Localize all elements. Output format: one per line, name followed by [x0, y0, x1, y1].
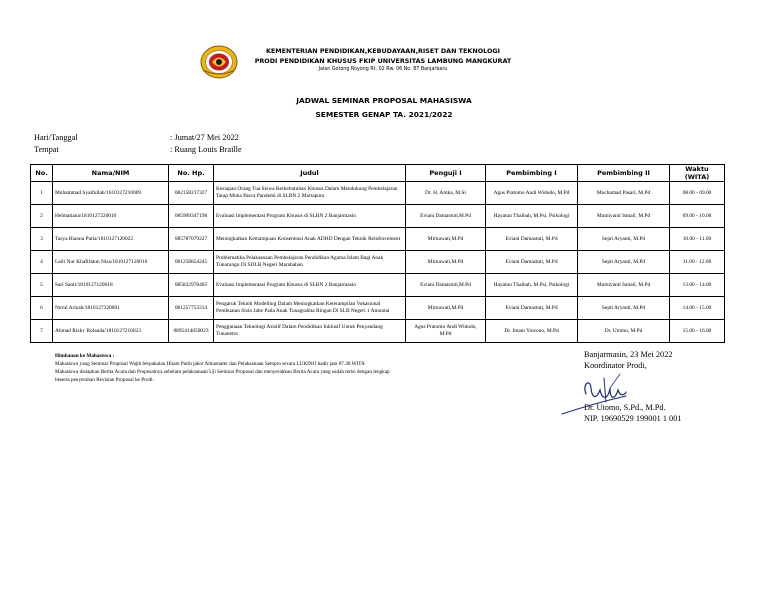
signer-position: Koordinator Prodi, [584, 360, 647, 370]
col-header-supervisor-1: Pembimbing I [486, 165, 578, 182]
cell-time: 09.00 - 10.00 [670, 205, 725, 228]
cell-name: Ahmad Rizky Rolanda/1810127210023 [53, 320, 169, 343]
cell-no: 7 [31, 320, 53, 343]
cell-no: 5 [31, 274, 53, 297]
table-row [31, 274, 725, 297]
program-name: PRODI PENDIDIKAN KHUSUS FKIP UNIVERSITAS LAMBUNG MANGKURAT [254, 57, 512, 65]
document-title: JADWAL SEMINAR PROPOSAL MAHASISWA [296, 96, 472, 105]
col-header-no: No. [31, 165, 53, 182]
col-header-name: Nama/NIM [53, 165, 169, 182]
cell-title: Meningkatkan Kemampuan Konsentrasi Anak ADHD Dengan Teknik Reinforcement [214, 228, 406, 251]
notice-heading: Himbauan ke Mahasiswa : [55, 353, 115, 359]
cell-no: 4 [31, 251, 53, 274]
cell-phone: 0895414050023 [169, 320, 214, 343]
cell-supervisor-2: Septi Aryanti, M.Pd [578, 251, 670, 274]
table-row [31, 297, 725, 320]
cell-time: 08.00 - 09.00 [670, 182, 725, 205]
day-date-label: Hari/Tanggal [34, 133, 78, 142]
signer-name: Dr. Utomo, S.Pd., M.Pd. [584, 403, 666, 412]
cell-no: 2 [31, 205, 53, 228]
notice-line: Mahasiswa yang Seminar Proposal Wajib berpakaian Hitam Putih jakot Almamater dan Pelaksanaan Sempro secara LUKINO hadir jam 07.30 WITA [55, 361, 365, 367]
cell-supervisor-2: Septi Aryanti, M.Pd [578, 228, 670, 251]
cell-supervisor-1: Agus Pratomo Andi Widodo, M.Pd [486, 182, 578, 205]
cell-supervisor-1: Hayatun Thaibah, M.Psi, Psikologi [486, 205, 578, 228]
cell-examiner: Mirnawati,M.Pd [406, 251, 486, 274]
table-row [31, 320, 725, 343]
cell-phone: 081257753214 [169, 297, 214, 320]
cell-supervisor-2: Mumiyanti Ismail, M.Pd [578, 274, 670, 297]
cell-time: 13.00 - 14.00 [670, 274, 725, 297]
cell-phone: 085909347198 [169, 205, 214, 228]
cell-title: Penggunaan Teknologi Asistif Dalam Pendidikan Inklusif Untuk Penyandang Tunanetra [214, 320, 406, 343]
cell-name: Nurul Arizah/1810127320001 [53, 297, 169, 320]
cell-supervisor-2: Dr. Utomo, M.Pd [578, 320, 670, 343]
cell-supervisor-1: Eviani Damastuti, M.Pd [486, 251, 578, 274]
table-row [31, 251, 725, 274]
cell-supervisor-1: Eviani Damastuti, M.Pd [486, 297, 578, 320]
cell-no: 3 [31, 228, 53, 251]
cell-supervisor-2: Mumiyanti Ismail, M.Pd [578, 205, 670, 228]
address: Jalan Gotong Royong Rt. 02 Rw. 06 No. 87 Banjarbaru [318, 67, 448, 72]
table-row [31, 205, 725, 228]
student-notice [55, 352, 525, 384]
cell-name: Tasya Rianna Putia/1810127120022 [53, 228, 169, 251]
cell-supervisor-1: Dr. Imam Yuwono, M.Pd [486, 320, 578, 343]
cell-examiner: Mirnawati,M.Pd [406, 228, 486, 251]
cell-no: 1 [31, 182, 53, 205]
cell-supervisor-1: Hayatun Thaibah, M.Psi, Psikologi [486, 274, 578, 297]
col-header-title: Judul [214, 165, 406, 182]
table-header-row [31, 165, 725, 182]
cell-examiner: Mirnawati,M.Pd [406, 297, 486, 320]
signer-nip: NIP. 19690529 199001 1 001 [584, 413, 682, 423]
cell-examiner: Eviani Damastuti,M.Pd [406, 205, 486, 228]
cell-title: Kesiapan Orang Tua Siswa Berkebutuhan Khusus Dalam Mendukung Pembelajaran Tatap Muka Pasca Pandemi di SLBN 2 Martapura [214, 182, 406, 205]
cell-phone: 081258854245 [169, 251, 214, 274]
cell-title: Pengaruh Teknik Modelling Dalam Meningkatkan Keterampilan Vokasional Pembuatan Sisin Jahe Pada Anak Tunagrahita Ringan Di SLB Negeri 1 Amuntai [214, 297, 406, 320]
table-row [31, 228, 725, 251]
handwritten-signature-icon [560, 372, 660, 420]
cell-no: 6 [31, 297, 53, 320]
cell-name: Helmatiana/1810127220010 [53, 205, 169, 228]
cell-phone: 085822978405 [169, 274, 214, 297]
cell-supervisor-1: Eviani Damastuti, M.Pd [486, 228, 578, 251]
cell-time: 14.00 - 15.00 [670, 297, 725, 320]
place-date: Banjarmasin, 23 Mei 2022 [584, 350, 673, 359]
cell-supervisor-2: Mochamad Pasari, M.Pd [578, 182, 670, 205]
col-header-phone: No. Hp. [169, 165, 214, 182]
cell-phone: 085787079227 [169, 228, 214, 251]
letterhead [240, 46, 526, 74]
cell-title: Evaluasi Implementasi Program Khusus di SLBN 2 Banjarmasin [214, 205, 406, 228]
place-label: Tempat [34, 145, 59, 154]
notice-line: Mahasiswa disiapkan Berita Acara dan Proposalnya sebelum pelaksanaan Uji Seminar Proposal dan menyerahkan Berita Acara yang sudah terisi dengan lengkap [55, 369, 390, 375]
schedule-table [30, 164, 725, 343]
place-value: : Ruang Louis Braille [170, 145, 242, 154]
cell-name: Sari Santi/1810127120018 [53, 274, 169, 297]
cell-time: 15.00 - 16.00 [670, 320, 725, 343]
cell-examiner: Dr. H. Amka, M.Si [406, 182, 486, 205]
cell-time: 10.00 - 11.00 [670, 228, 725, 251]
table-row [31, 182, 725, 205]
col-header-examiner: Penguji I [406, 165, 486, 182]
university-logo-icon [199, 44, 239, 80]
cell-title: Problematika Pelaksanaan Pembelajaran Pendidikan Agama Islam Bagi Anak Tunarungu Di SDLB Negeri Marabahan [214, 251, 406, 274]
cell-time: 11.00 - 12.00 [670, 251, 725, 274]
col-header-time: Waktu (WITA) [670, 165, 725, 182]
col-header-supervisor-2: Pembimbing II [578, 165, 670, 182]
cell-title: Evaluasi Implementasi Program Khusus di SLBN 2 Banjarmasin [214, 274, 406, 297]
cell-name: Laili Nur Khafifatun Nisa/1810127120010 [53, 251, 169, 274]
document-subtitle: SEMESTER GENAP TA. 2021/2022 [315, 110, 453, 119]
cell-phone: 082158217327 [169, 182, 214, 205]
cell-examiner: Agus Pratomo Andi Widodo, M.Pd [406, 320, 486, 343]
day-date-value: : Jumat/27 Mei 2022 [170, 133, 239, 142]
notice-line: beserta penyerahan Revisian Proposal ke Prodi. [55, 377, 154, 383]
cell-examiner: Eviani Damastuti,M.Pd [406, 274, 486, 297]
cell-name: Muhammad Syaifullah/1610127210009 [53, 182, 169, 205]
ministry-name: KEMENTERIAN PENDIDIKAN,KEBUDAYAAN,RISET DAN TEKNOLOGI [265, 47, 501, 55]
cell-supervisor-2: Septi Aryanti, M.Pd [578, 297, 670, 320]
